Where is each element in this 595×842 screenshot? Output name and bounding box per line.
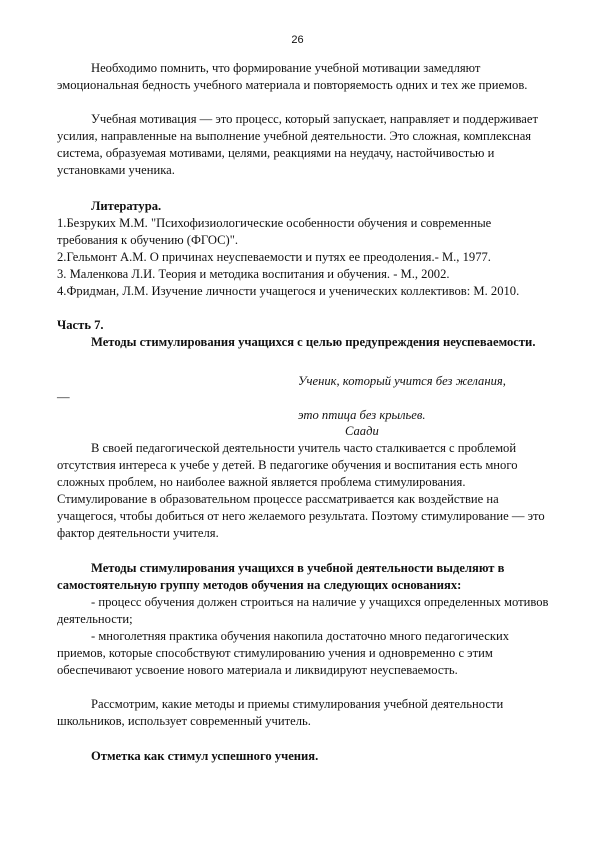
epigraph-line-2: это птица без крыльев. xyxy=(298,408,426,422)
page-number: 26 xyxy=(291,34,304,46)
part-heading: Часть 7. xyxy=(57,318,104,332)
bullet-item-2: - многолетняя практика обучения накопила достаточно много педагогических приемов, которые способствуют стимулированию учения и одновременно с этим обеспечивают усвоение нового материала и ликвидируют неуспеваемость. xyxy=(57,629,509,677)
subheading-grade-stimulus: Отметка как стимул успешного учения. xyxy=(91,749,319,763)
literature-item: 3. Маленкова Л.И. Теория и методика воспитания и обучения. - М., 2002. xyxy=(57,266,450,281)
section-title: Методы стимулирования учащихся с целью предупреждения неуспеваемости. xyxy=(91,335,536,349)
epigraph-author: Саади xyxy=(345,424,379,438)
paragraph-stimulation: В своей педагогической деятельности учитель часто сталкивается с проблемой отсутствия интереса к учебе у детей. В педагогике обучения и воспитания есть много сложных проблем, но наиболее важной является проблема стимулирования. Стимулирование в образовательном процессе рассматривается как воздействие на учащегося, чтобы добиться от него желаемого результата. Поэтому стимулирование — это фактор деятельности учителя. xyxy=(57,441,545,540)
epigraph-dash: — xyxy=(57,390,70,404)
paragraph-motivation-factors: Необходимо помнить, что формирование учебной мотивации замедляют эмоциональная бедность учебного материала и повторяемость одних и тех же приемов. xyxy=(57,61,528,92)
literature-list xyxy=(57,215,549,300)
literature-item: 2.Гельмонт А.М. О причинах неуспеваемости и путях ее преодоления.- М., 1977. xyxy=(57,249,491,264)
literature-item: 4.Фридман, Л.М. Изучение личности учащегося и ученических коллективов: М. 2010. xyxy=(57,283,520,298)
bullet-item-1: - процесс обучения должен строиться на наличие у учащихся определенных мотивов деятельности; xyxy=(57,595,549,626)
epigraph-line-1: Ученик, который учится без желания, xyxy=(298,374,506,388)
paragraph-final: Рассмотрим, какие методы и приемы стимулирования учебной деятельности школьников, использует современный учитель. xyxy=(57,697,504,728)
literature-item: 1.Безруких М.М. "Психофизиологические особенности обучения и современные требования к обучению (ФГОС)". xyxy=(57,216,492,247)
bold-paragraph-methods: Методы стимулирования учащихся в учебной деятельности выделяют в самостоятельную группу методов обучения на следующих основаниях: xyxy=(57,561,505,592)
literature-heading: Литература. xyxy=(91,199,162,213)
paragraph-motivation-definition: Учебная мотивация — это процесс, который запускает, направляет и поддерживает усилия, направленные на выполнение учебной деятельности. Это сложная, комплексная система, образуемая мотивами, целями, реакциями на неудачу, настойчивостью и установками ученика. xyxy=(57,112,538,177)
